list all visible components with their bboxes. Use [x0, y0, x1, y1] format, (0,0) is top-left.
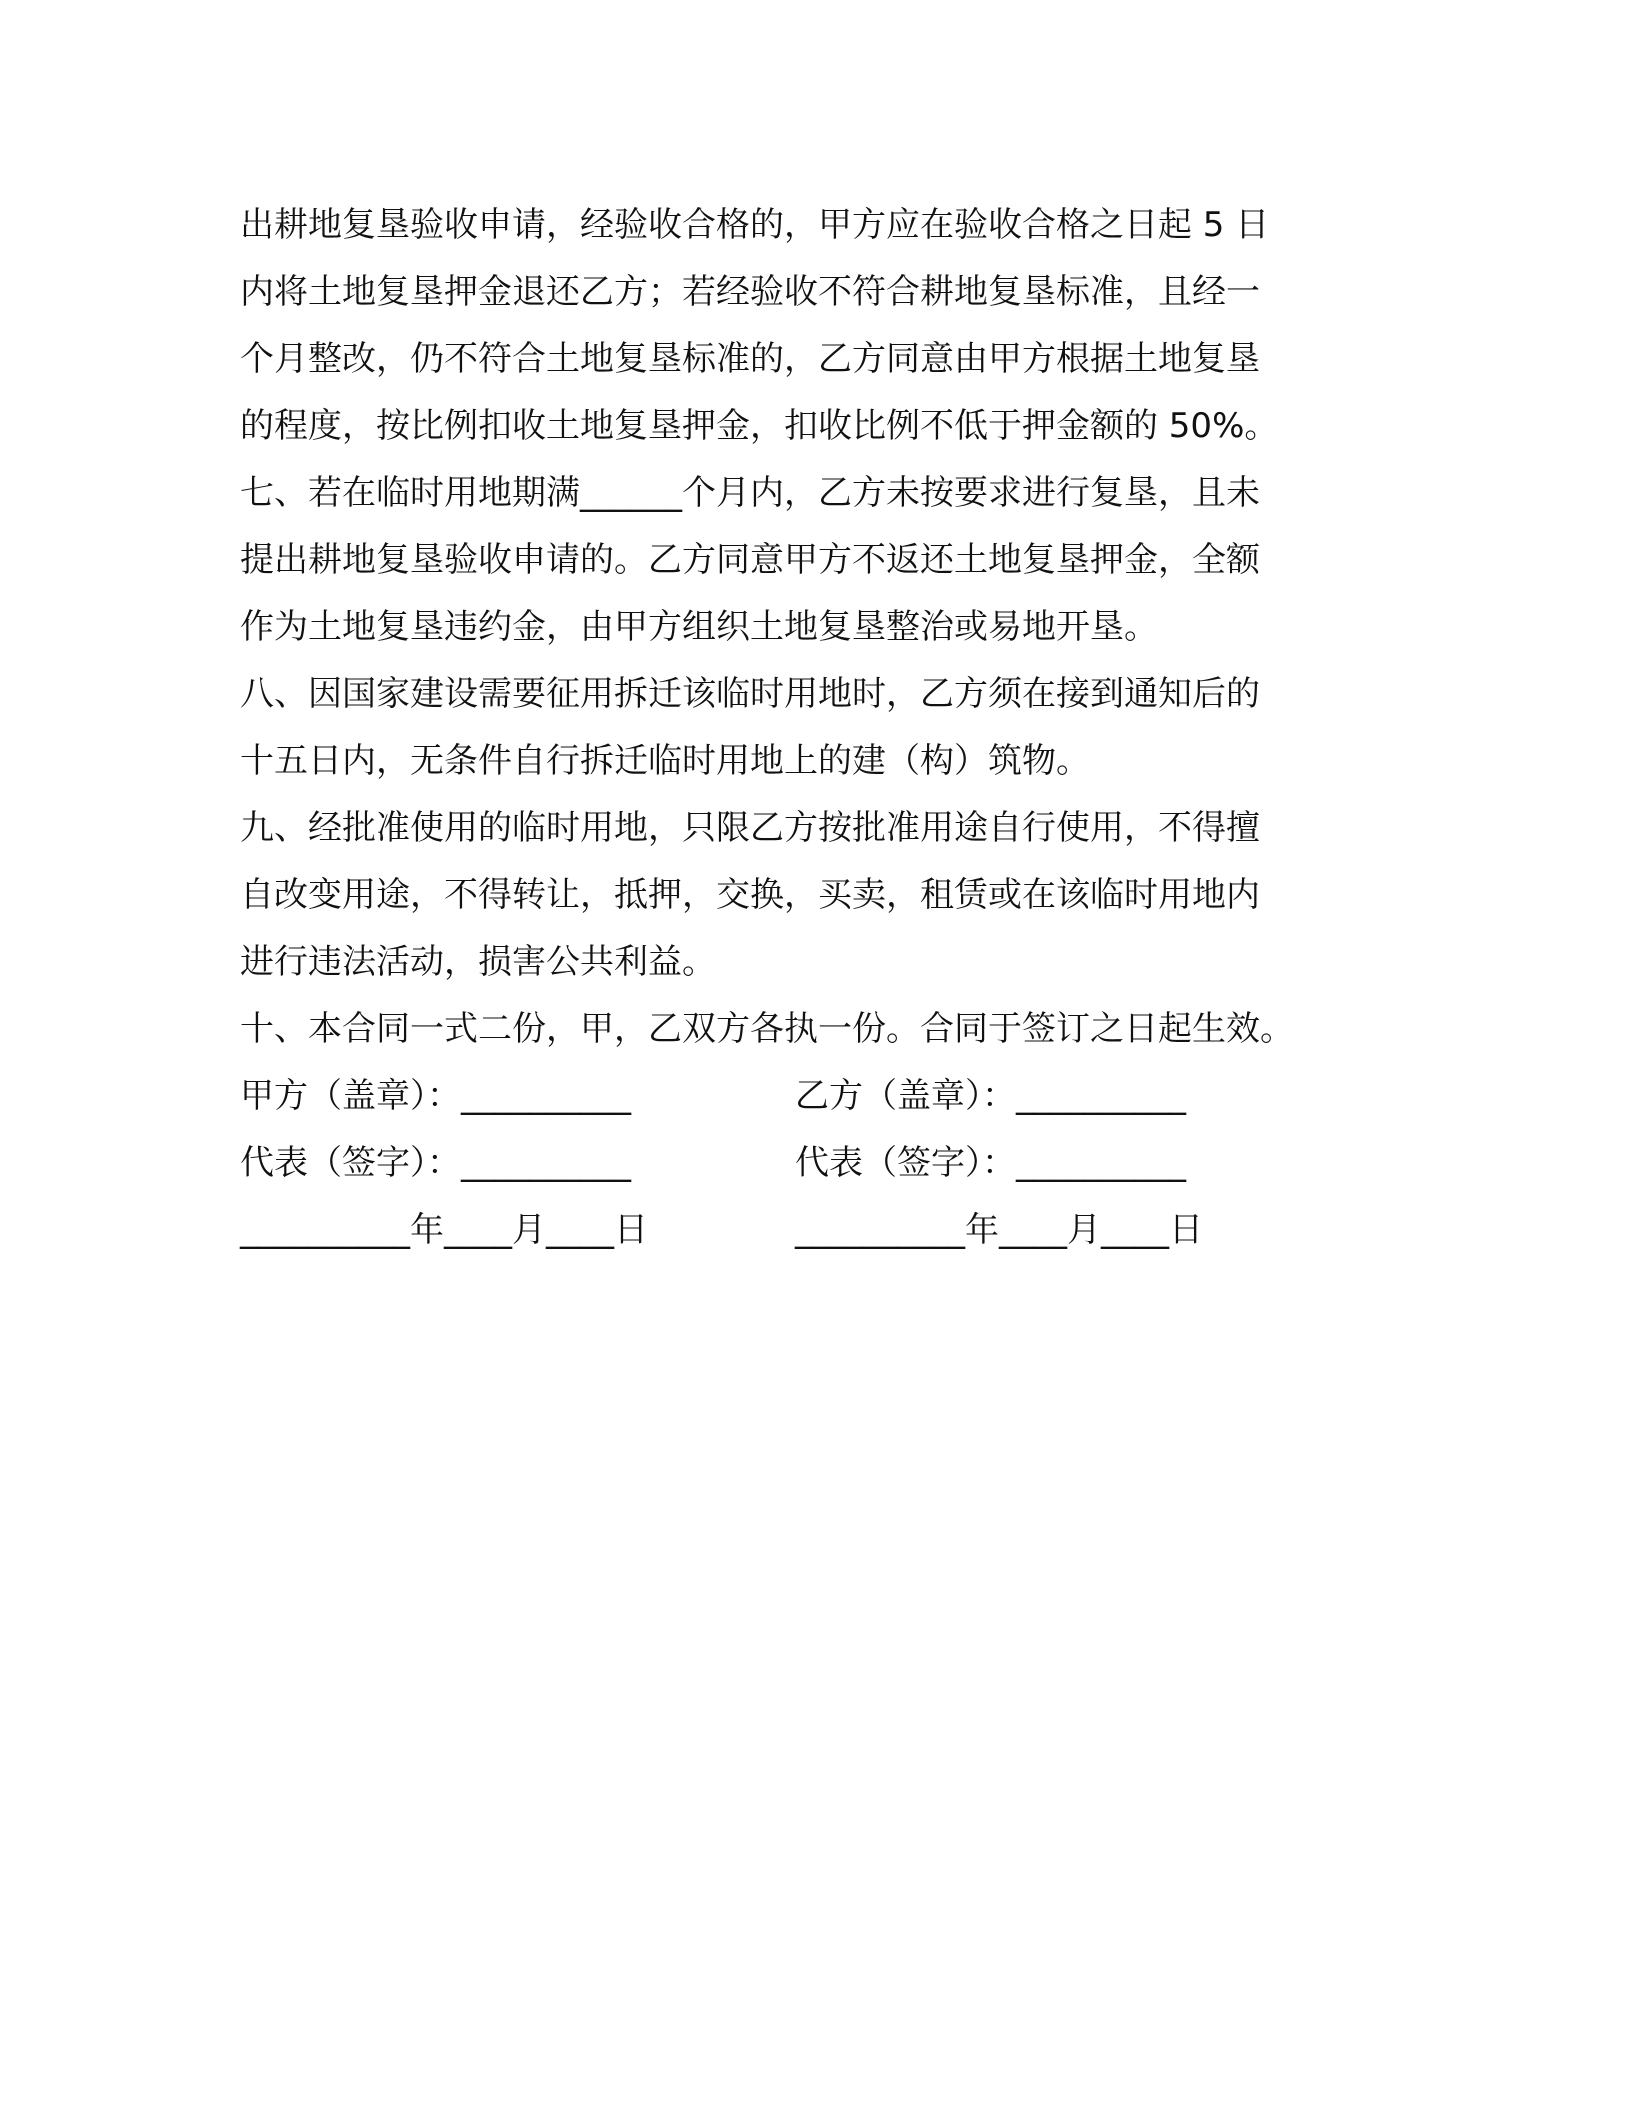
paragraph-line-2: 内将土地复垦押金退还乙方；若经验收不符合耕地复垦标准，且经一	[240, 272, 1260, 312]
document-page	[240, 192, 1410, 1264]
clause-7-line-2: 提出耕地复垦验收申请的。乙方同意甲方不返还土地复垦押金，全额	[240, 540, 1260, 580]
clause-7-line-3: 作为土地复垦违约金，由甲方组织土地复垦整治或易地开垦。	[240, 607, 1158, 647]
party-a-representative-field: 代表（签字）：__________	[240, 1143, 631, 1183]
clause-8-line-2: 十五日内，无条件自行拆迁临时用地上的建（构）筑物。	[240, 741, 1090, 781]
paragraph-line-3: 个月整改，仍不符合土地复垦标准的，乙方同意由甲方根据土地复垦	[240, 339, 1260, 379]
clause-7-line-1: 七、若在临时用地期满______个月内，乙方未按要求进行复垦，且未	[240, 473, 1260, 513]
paragraph-line-1: 出耕地复垦验收申请，经验收合格的，甲方应在验收合格之日起 5 日	[240, 205, 1270, 245]
party-b-date-field: __________年____月____日	[795, 1210, 1203, 1250]
party-a-date-field: __________年____月____日	[240, 1210, 648, 1250]
party-a-seal-field: 甲方（盖章）：__________	[240, 1076, 631, 1116]
clause-10-line-1: 十、本合同一式二份，甲，乙双方各执一份。合同于签订之日起生效。	[240, 1009, 1294, 1049]
clause-8-line-1: 八、因国家建设需要征用拆迁该临时用地时，乙方须在接到通知后的	[240, 674, 1260, 714]
seal-row	[240, 1063, 1410, 1130]
party-b-seal-field: 乙方（盖章）：__________	[795, 1076, 1186, 1116]
paragraph-line-4: 的程度，按比例扣收土地复垦押金，扣收比例不低于押金额的 50%。	[240, 406, 1279, 446]
clause-9-line-2: 自改变用途，不得转让，抵押，交换，买卖，租赁或在该临时用地内	[240, 875, 1260, 915]
clause-9-line-1: 九、经批准使用的临时用地，只限乙方按批准用途自行使用，不得擅	[240, 808, 1260, 848]
clause-9-line-3: 进行违法活动，损害公共利益。	[240, 942, 716, 982]
representative-row	[240, 1130, 1410, 1197]
date-row	[240, 1197, 1410, 1264]
party-b-representative-field: 代表（签字）：__________	[795, 1143, 1186, 1183]
